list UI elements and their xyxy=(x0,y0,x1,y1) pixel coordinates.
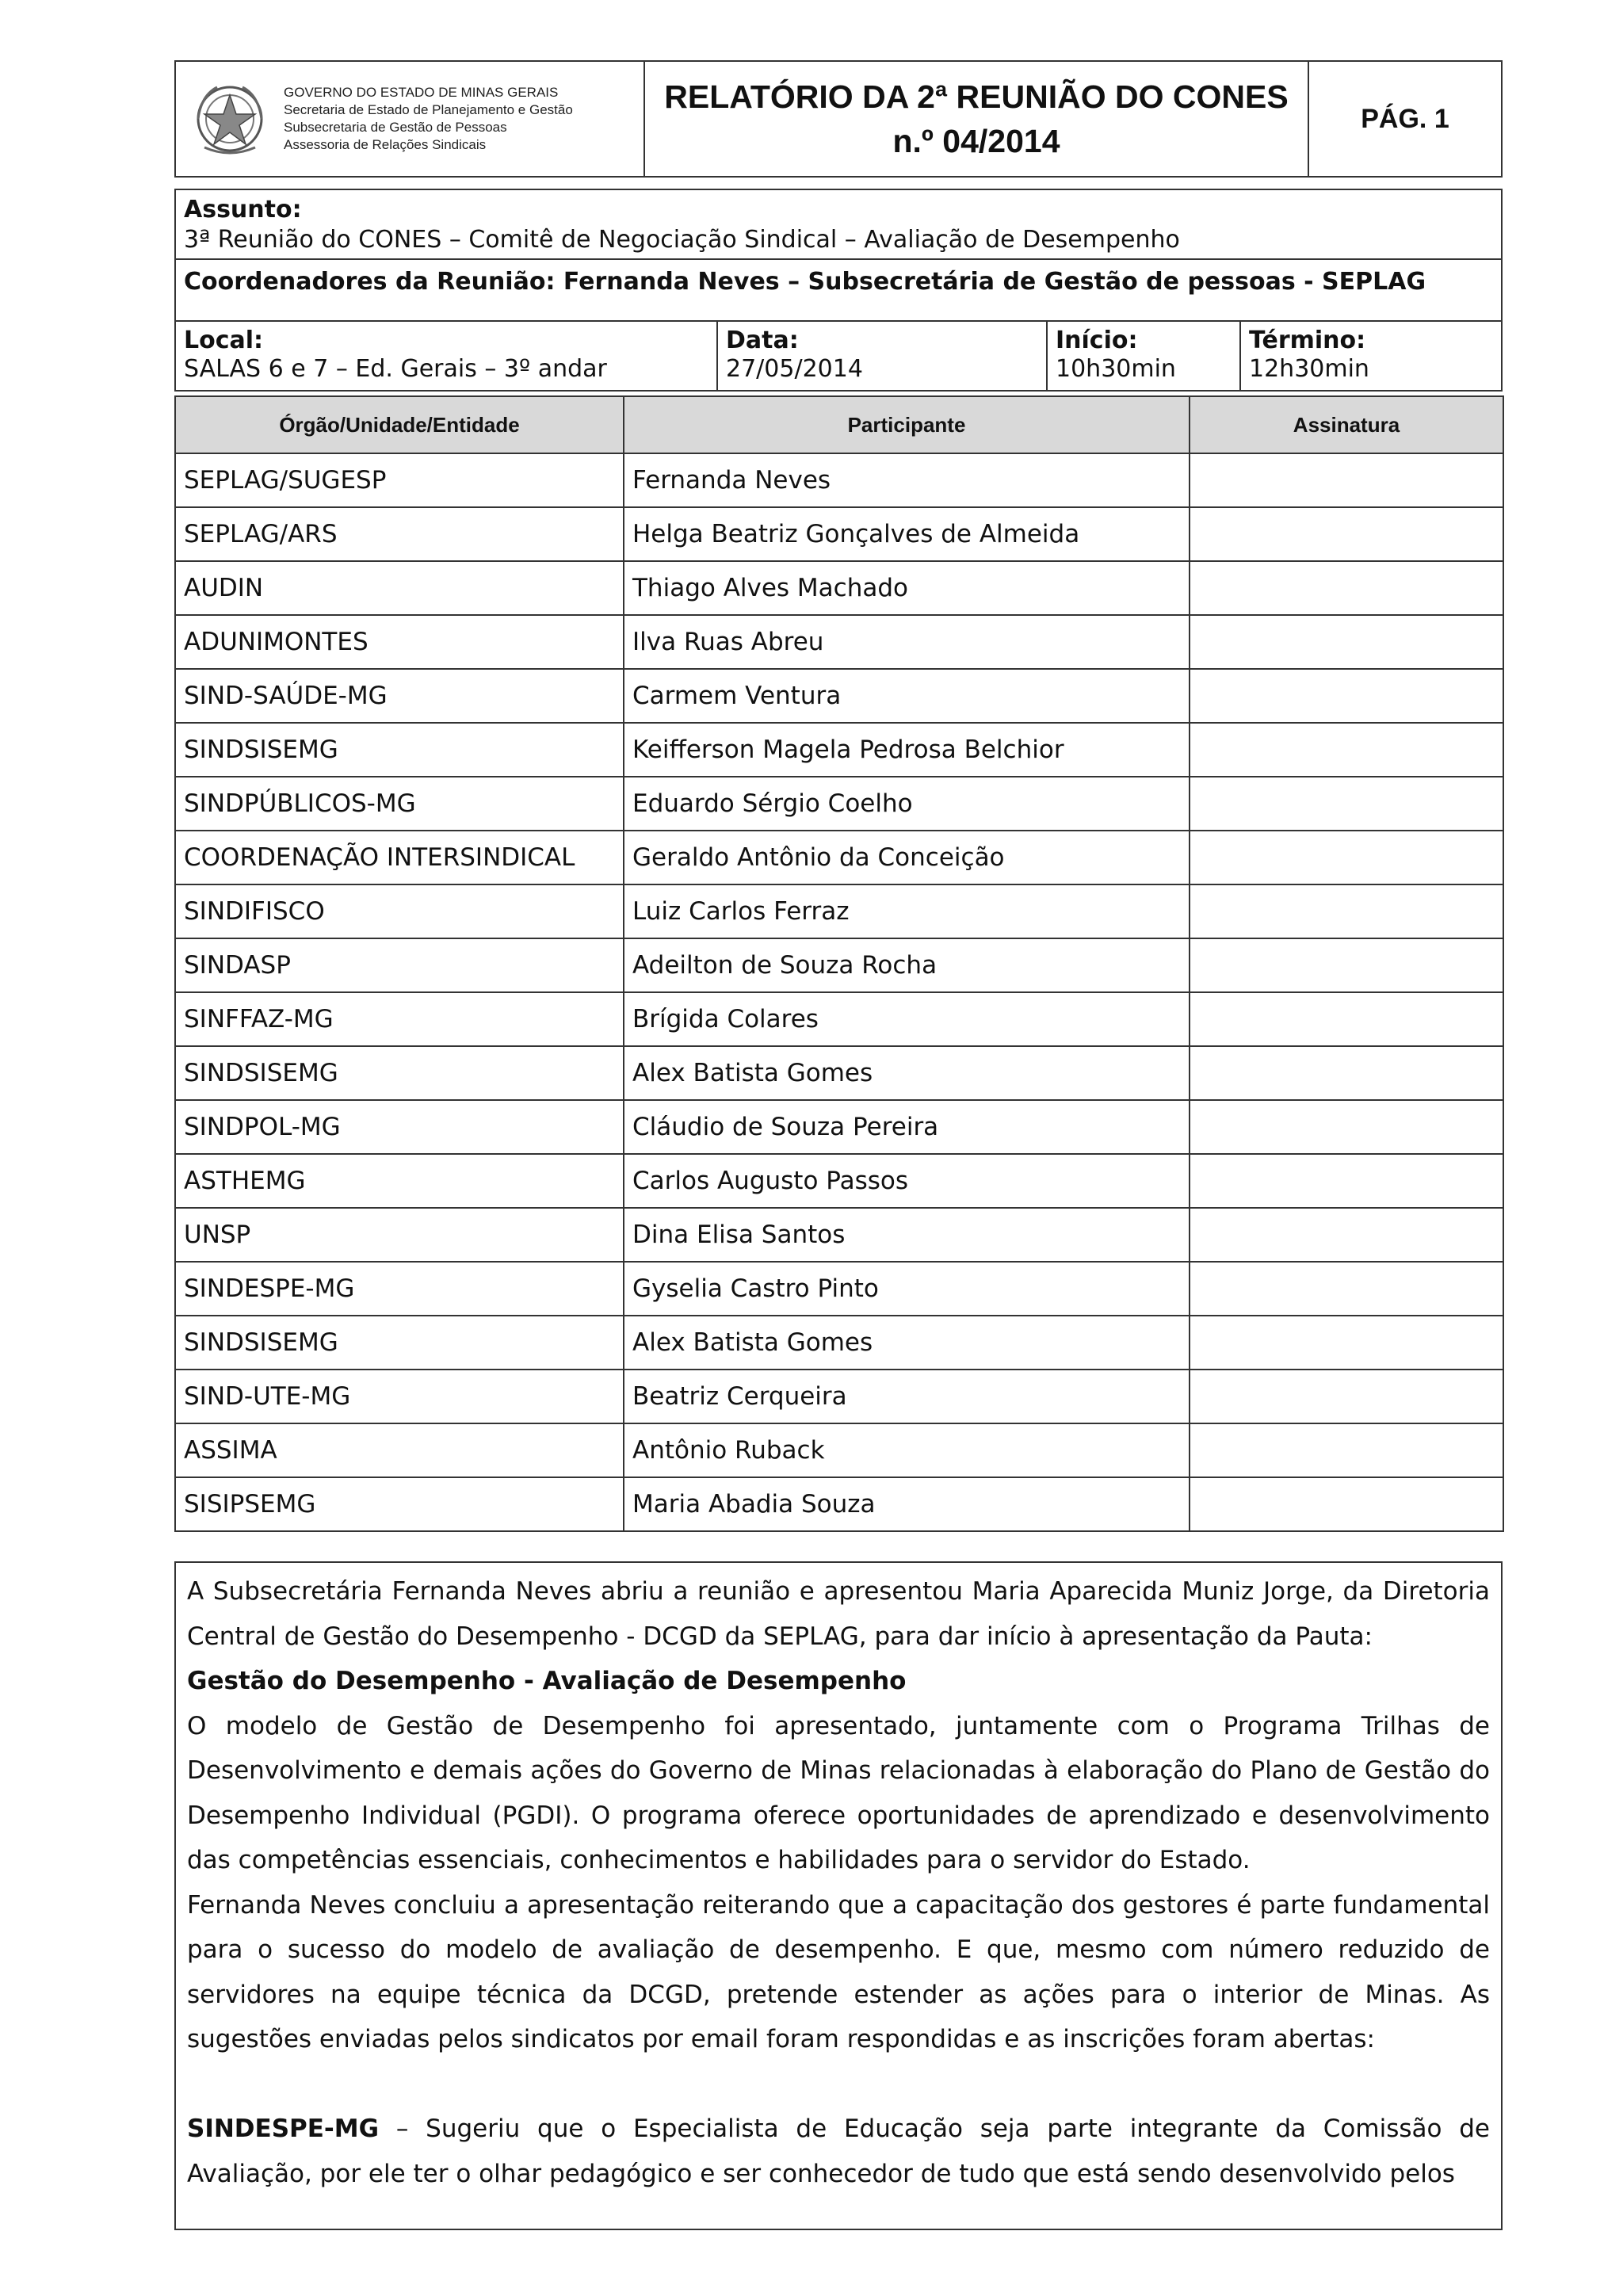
local-value: SALAS 6 e 7 – Ed. Gerais – 3º andar xyxy=(184,355,607,383)
org-line: Secretaria de Estado de Planejamento e Gestão xyxy=(284,102,573,117)
signature-cell xyxy=(1190,1208,1503,1262)
blank-line xyxy=(187,2062,1490,2107)
organization-cell: SINDSISEMG xyxy=(175,723,624,777)
sindespe-text: – Sugeriu que o Especialista de Educação seja parte integrante da Comissão de Avaliação, por ele ter o olhar pedagógico e ser conhecedor de tudo que está sendo desenvolvido pelos xyxy=(187,2115,1490,2188)
signature-cell xyxy=(1190,507,1503,561)
column-header-participant: Participante xyxy=(624,396,1190,453)
local-label: Local: xyxy=(184,327,264,354)
table-row xyxy=(175,615,1503,669)
signature-cell xyxy=(1190,561,1503,615)
organization-cell: COORDENAÇÃO INTERSINDICAL xyxy=(175,831,624,884)
participant-cell: Carlos Augusto Passos xyxy=(624,1154,1190,1208)
participant-cell: Thiago Alves Machado xyxy=(624,561,1190,615)
participants-table xyxy=(174,395,1503,1532)
start-label: Início: xyxy=(1056,327,1138,354)
organization-cell: SINFFAZ-MG xyxy=(175,992,624,1046)
report-number: n.º 04/2014 xyxy=(892,123,1060,159)
organization-cell: SINDSISEMG xyxy=(175,1316,624,1370)
signature-cell xyxy=(1190,1316,1503,1370)
participant-cell: Brígida Colares xyxy=(624,992,1190,1046)
signature-cell xyxy=(1190,723,1503,777)
organization-cell: ASSIMA xyxy=(175,1423,624,1477)
organization-cell: SINDPÚBLICOS-MG xyxy=(175,777,624,831)
start-value: 10h30min xyxy=(1056,355,1176,383)
end-cell xyxy=(1241,322,1501,390)
participant-cell: Keifferson Magela Pedrosa Belchior xyxy=(624,723,1190,777)
table-row xyxy=(175,561,1503,615)
table-row xyxy=(175,1100,1503,1154)
signature-cell xyxy=(1190,1262,1503,1316)
participant-cell: Gyselia Castro Pinto xyxy=(624,1262,1190,1316)
sindespe-paragraph xyxy=(187,2107,1490,2196)
start-cell xyxy=(1048,322,1241,390)
table-row xyxy=(175,992,1503,1046)
location-date-row xyxy=(176,322,1501,390)
organization-cell: SINDPOL-MG xyxy=(175,1100,624,1154)
header-logo-cell xyxy=(176,62,645,176)
table-row xyxy=(175,669,1503,723)
signature-cell xyxy=(1190,453,1503,507)
table-row xyxy=(175,1208,1503,1262)
organization-cell: UNSP xyxy=(175,1208,624,1262)
signature-cell xyxy=(1190,884,1503,938)
participant-cell: Alex Batista Gomes xyxy=(624,1046,1190,1100)
organization-cell: SINDASP xyxy=(175,938,624,992)
table-row xyxy=(175,884,1503,938)
end-label: Término: xyxy=(1249,327,1366,354)
signature-cell xyxy=(1190,831,1503,884)
participant-cell: Luiz Carlos Ferraz xyxy=(624,884,1190,938)
meeting-info xyxy=(174,189,1503,392)
signature-cell xyxy=(1190,669,1503,723)
org-line: GOVERNO DO ESTADO DE MINAS GERAIS xyxy=(284,85,559,100)
signature-cell xyxy=(1190,615,1503,669)
signature-cell xyxy=(1190,1154,1503,1208)
table-row xyxy=(175,938,1503,992)
participant-cell: Maria Abadia Souza xyxy=(624,1477,1190,1531)
page-number: PÁG. 1 xyxy=(1361,103,1449,134)
signature-cell xyxy=(1190,777,1503,831)
table-header-row xyxy=(175,396,1503,453)
signature-cell xyxy=(1190,992,1503,1046)
organization-cell: ADUNIMONTES xyxy=(175,615,624,669)
date-value: 27/05/2014 xyxy=(726,355,863,383)
signature-cell xyxy=(1190,938,1503,992)
report-title xyxy=(645,62,1309,176)
participant-cell: Adeilton de Souza Rocha xyxy=(624,938,1190,992)
participant-cell: Carmem Ventura xyxy=(624,669,1190,723)
subject-value: 3ª Reunião do CONES – Comitê de Negociação Sindical – Avaliação de Desempenho xyxy=(184,226,1180,254)
table-row xyxy=(175,1423,1503,1477)
column-header-organization: Órgão/Unidade/Entidade xyxy=(175,396,624,453)
participant-cell: Antônio Ruback xyxy=(624,1423,1190,1477)
participant-cell: Dina Elisa Santos xyxy=(624,1208,1190,1262)
table-row xyxy=(175,1046,1503,1100)
section-title: Gestão do Desempenho - Avaliação de Desempenho xyxy=(187,1667,907,1695)
date-cell xyxy=(718,322,1048,390)
organization-cell: SIND-SAÚDE-MG xyxy=(175,669,624,723)
report-title-line: RELATÓRIO DA 2ª REUNIÃO DO CONES xyxy=(664,78,1289,115)
organization-cell: SIND-UTE-MG xyxy=(175,1370,624,1423)
signature-cell xyxy=(1190,1370,1503,1423)
participant-cell: Eduardo Sérgio Coelho xyxy=(624,777,1190,831)
intro-paragraph: A Subsecretária Fernanda Neves abriu a reunião e apresentou Maria Aparecida Muniz Jorge, da Diretoria Central de Gestão do Desempenho - DCGD da SEPLAG, para dar início à apresentação da Pauta: xyxy=(187,1577,1490,1651)
sindespe-label: SINDESPE-MG xyxy=(187,2115,380,2143)
subject-label: Assunto: xyxy=(184,196,302,223)
local-cell xyxy=(176,322,718,390)
participant-cell: Geraldo Antônio da Conceição xyxy=(624,831,1190,884)
organization-cell: AUDIN xyxy=(175,561,624,615)
subject-row xyxy=(176,190,1501,260)
participant-cell: Beatriz Cerqueira xyxy=(624,1370,1190,1423)
table-row xyxy=(175,777,1503,831)
org-line: Assessoria de Relações Sindicais xyxy=(284,137,487,152)
signature-cell xyxy=(1190,1477,1503,1531)
org-line: Subsecretaria de Gestão de Pessoas xyxy=(284,120,507,135)
organization-lines xyxy=(284,84,573,154)
minas-gerais-coat-of-arms-icon xyxy=(193,79,266,159)
table-row xyxy=(175,1316,1503,1370)
table-row xyxy=(175,723,1503,777)
table-row xyxy=(175,1477,1503,1531)
signature-cell xyxy=(1190,1100,1503,1154)
organization-cell: SISIPSEMG xyxy=(175,1477,624,1531)
table-row xyxy=(175,1262,1503,1316)
signature-cell xyxy=(1190,1046,1503,1100)
participant-cell: Alex Batista Gomes xyxy=(624,1316,1190,1370)
end-value: 12h30min xyxy=(1249,355,1369,383)
organization-cell: SEPLAG/ARS xyxy=(175,507,624,561)
participant-cell: Cláudio de Souza Pereira xyxy=(624,1100,1190,1154)
table-row xyxy=(175,453,1503,507)
participant-cell: Helga Beatriz Gonçalves de Almeida xyxy=(624,507,1190,561)
document-header xyxy=(174,60,1503,178)
organization-cell: ASTHEMG xyxy=(175,1154,624,1208)
organization-cell: SINDESPE-MG xyxy=(175,1262,624,1316)
participants-body xyxy=(175,453,1503,1531)
participant-cell: Fernanda Neves xyxy=(624,453,1190,507)
coordinators-row: Coordenadores da Reunião: Fernanda Neves – Subsecretária de Gestão de pessoas - SEPLAG xyxy=(176,260,1501,322)
paragraph: Fernanda Neves concluiu a apresentação reiterando que a capacitação dos gestores é parte fundamental para o sucesso do modelo de avaliação de desempenho. E que, mesmo com número reduzido de servidores na equipe técnica da DCGD, pretende estender as ações para o interior de Minas. As sugestões enviadas pelos sindicatos por email foram respondidas e as inscrições foram abertas: xyxy=(187,1890,1490,2053)
signature-cell xyxy=(1190,1423,1503,1477)
meeting-minutes-text xyxy=(174,1561,1503,2230)
table-row xyxy=(175,1370,1503,1423)
table-row xyxy=(175,507,1503,561)
participant-cell: Ilva Ruas Abreu xyxy=(624,615,1190,669)
organization-cell: SEPLAG/SUGESP xyxy=(175,453,624,507)
column-header-signature: Assinatura xyxy=(1190,396,1503,453)
organization-cell: SINDSISEMG xyxy=(175,1046,624,1100)
organization-cell: SINDIFISCO xyxy=(175,884,624,938)
date-label: Data: xyxy=(726,327,799,354)
table-row xyxy=(175,831,1503,884)
table-row xyxy=(175,1154,1503,1208)
paragraph: O modelo de Gestão de Desempenho foi apresentado, juntamente com o Programa Trilhas de Desenvolvimento e demais ações do Governo de Minas relacionadas à elaboração do Plano de Gestão do Desempenho Individual (PGDI). O programa oferece oportunidades de aprendizado e desenvolvimento das competências essenciais, conhecimentos e habilidades para o servidor do Estado. xyxy=(187,1711,1490,1874)
